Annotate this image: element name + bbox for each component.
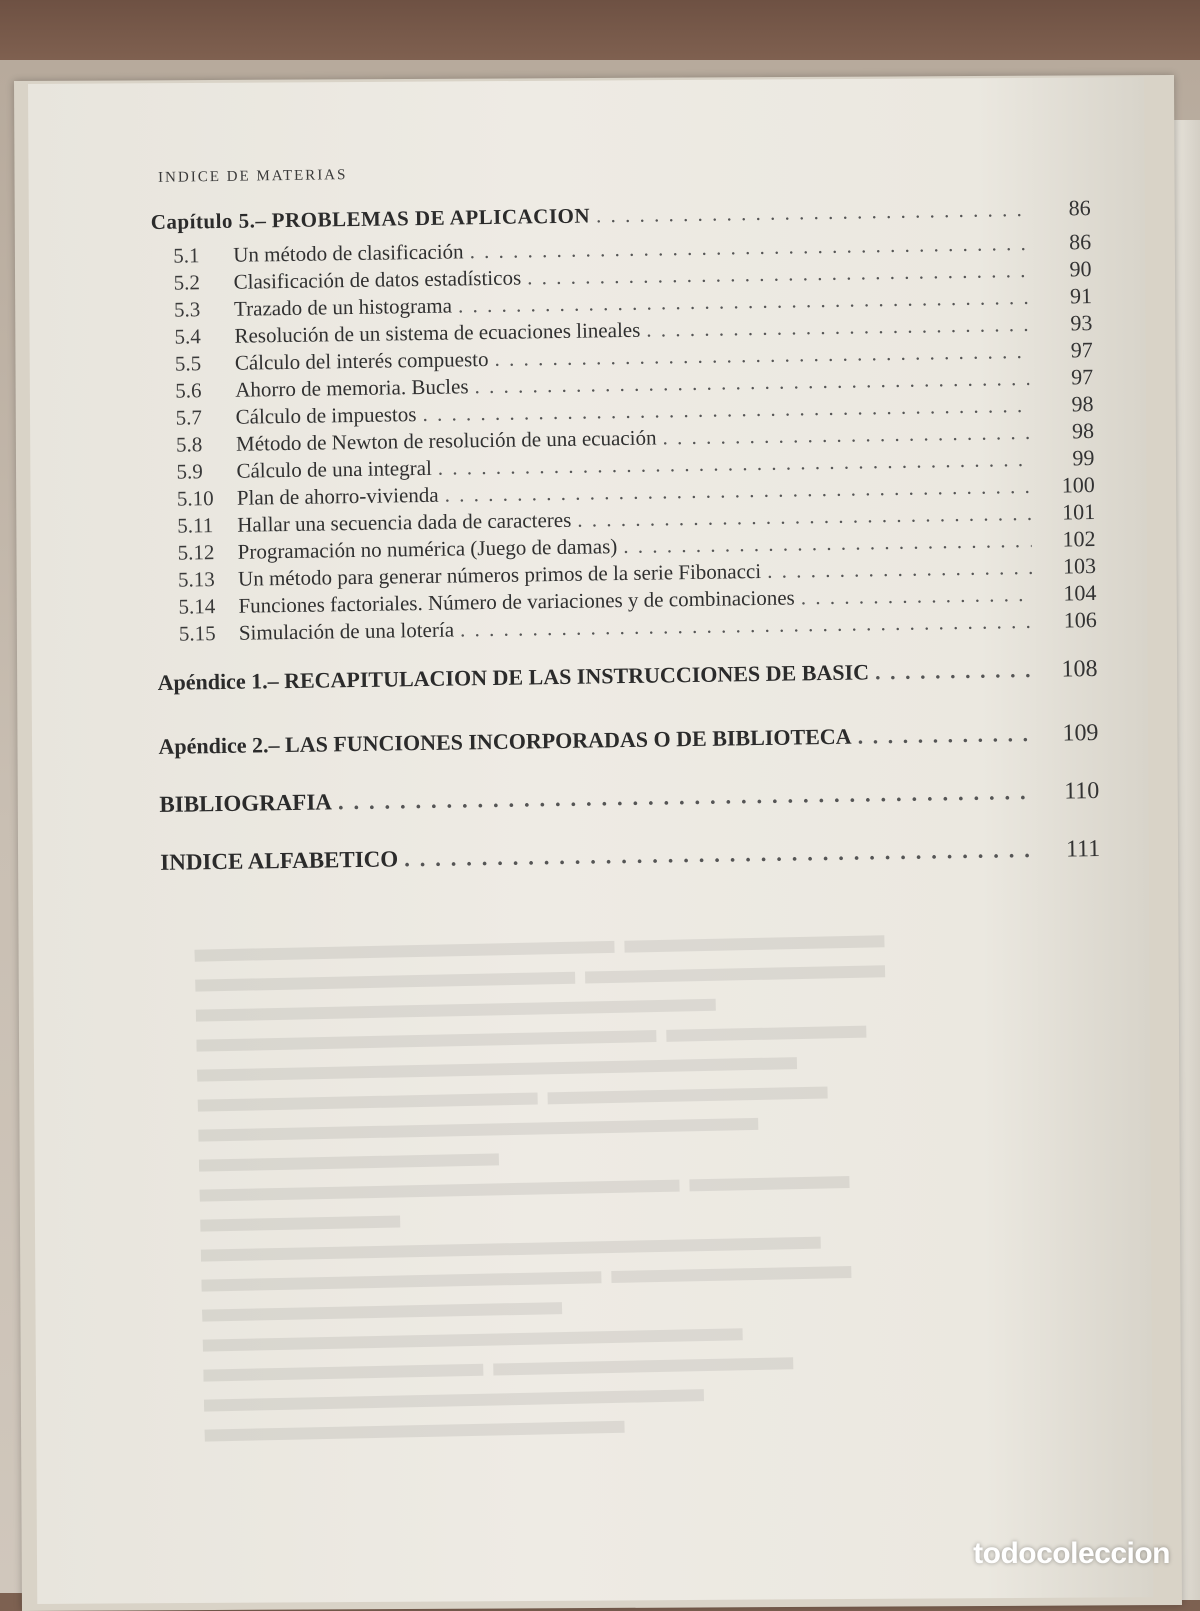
section-title: Trazado de un histograma — [233, 293, 453, 321]
section-title: Plan de ahorro-vivienda — [236, 482, 439, 510]
section-title: Un método para generar números primos de la serie Fibonacci — [237, 558, 762, 591]
section-number: 5.1 — [173, 243, 200, 268]
running-head: INDICE DE MATERIAS — [157, 167, 348, 186]
section-page: 104 — [1063, 580, 1097, 606]
section-page: 86 — [1068, 229, 1092, 255]
section-title: Cálculo de impuestos — [235, 402, 417, 429]
bibliography-title: BIBLIOGRAFIA — [159, 789, 333, 817]
dot-leader — [404, 837, 1036, 872]
show-through-text — [194, 920, 1126, 1499]
index-page: 111 — [1065, 835, 1101, 862]
section-number: 5.8 — [175, 432, 203, 457]
section-title: Funciones factoriales. Número de variaciones y de combinaciones — [238, 585, 795, 618]
section-title: Método de Newton de resolución de una ecuación — [235, 425, 657, 456]
section-number: 5.9 — [176, 459, 203, 484]
section-title: Hallar una secuencia dada de caracteres — [237, 507, 572, 537]
section-title: Clasificación de datos estadísticos — [233, 265, 522, 294]
dot-leader — [596, 197, 1027, 228]
section-number: 5.3 — [173, 297, 201, 322]
section-number: 5.11 — [177, 513, 214, 538]
section-number: 5.10 — [176, 486, 214, 511]
chapter-title: PROBLEMAS DE APLICACION — [271, 203, 591, 233]
section-list — [151, 229, 1097, 648]
section-number: 5.12 — [177, 540, 215, 565]
section-page: 101 — [1061, 499, 1096, 525]
section-number: 5.2 — [173, 270, 201, 295]
section-page: 90 — [1069, 256, 1092, 282]
appendix-page: 109 — [1062, 719, 1099, 747]
section-title: Programación no numérica (Juego de damas) — [237, 534, 618, 564]
dot-leader — [767, 555, 1032, 584]
dot-leader — [338, 779, 1036, 815]
section-title: Un método de clasificación — [233, 239, 464, 267]
section-page: 106 — [1063, 607, 1097, 633]
appendix-title: Apéndice 2.– LAS FUNCIONES INCORPORADAS O DE BIBLIOTECA — [158, 723, 852, 759]
section-page: 91 — [1069, 283, 1093, 309]
section-number: 5.13 — [177, 567, 216, 592]
section-title: Resolución de un sistema de ecuaciones lineales — [234, 317, 641, 348]
dot-leader — [857, 721, 1034, 750]
section-number: 5.15 — [178, 621, 216, 646]
section-page: 98 — [1071, 391, 1094, 417]
watermark-logo: todocoleccion — [973, 1537, 1170, 1570]
section-title: Cálculo de una integral — [236, 455, 432, 483]
section-page: 99 — [1072, 445, 1095, 471]
section-page: 93 — [1070, 310, 1093, 336]
dot-leader — [875, 657, 1034, 685]
bibliography-page: 110 — [1064, 777, 1100, 805]
section-page: 103 — [1062, 553, 1097, 579]
chapter-prefix: Capítulo 5.– — [150, 208, 267, 234]
section-number: 5.7 — [175, 405, 203, 430]
section-page: 100 — [1061, 472, 1095, 498]
section-title: Ahorro de memoria. Bucles — [235, 374, 469, 402]
section-page: 102 — [1062, 526, 1096, 552]
dot-leader — [801, 582, 1033, 610]
section-number: 5.6 — [175, 378, 202, 403]
appendix-entry — [157, 640, 1098, 712]
section-page: 97 — [1070, 364, 1094, 390]
appendix-title: Apéndice 1.– RECAPITULACION DE LAS INSTRUCCIONES DE BASIC — [157, 659, 870, 695]
appendix-page: 108 — [1061, 655, 1098, 683]
section-page: 97 — [1070, 337, 1093, 363]
section-title: Cálculo del interés compuesto — [234, 347, 489, 375]
chapter-page: 86 — [1068, 195, 1091, 221]
section-page: 98 — [1071, 418, 1095, 444]
section-title: Simulación de una lotería — [238, 617, 455, 645]
index-title: INDICE ALFABETICO — [160, 846, 399, 875]
section-number: 5.5 — [174, 351, 202, 376]
table-of-contents — [150, 156, 1101, 892]
section-number: 5.4 — [174, 324, 201, 349]
section-number: 5.14 — [178, 594, 216, 619]
